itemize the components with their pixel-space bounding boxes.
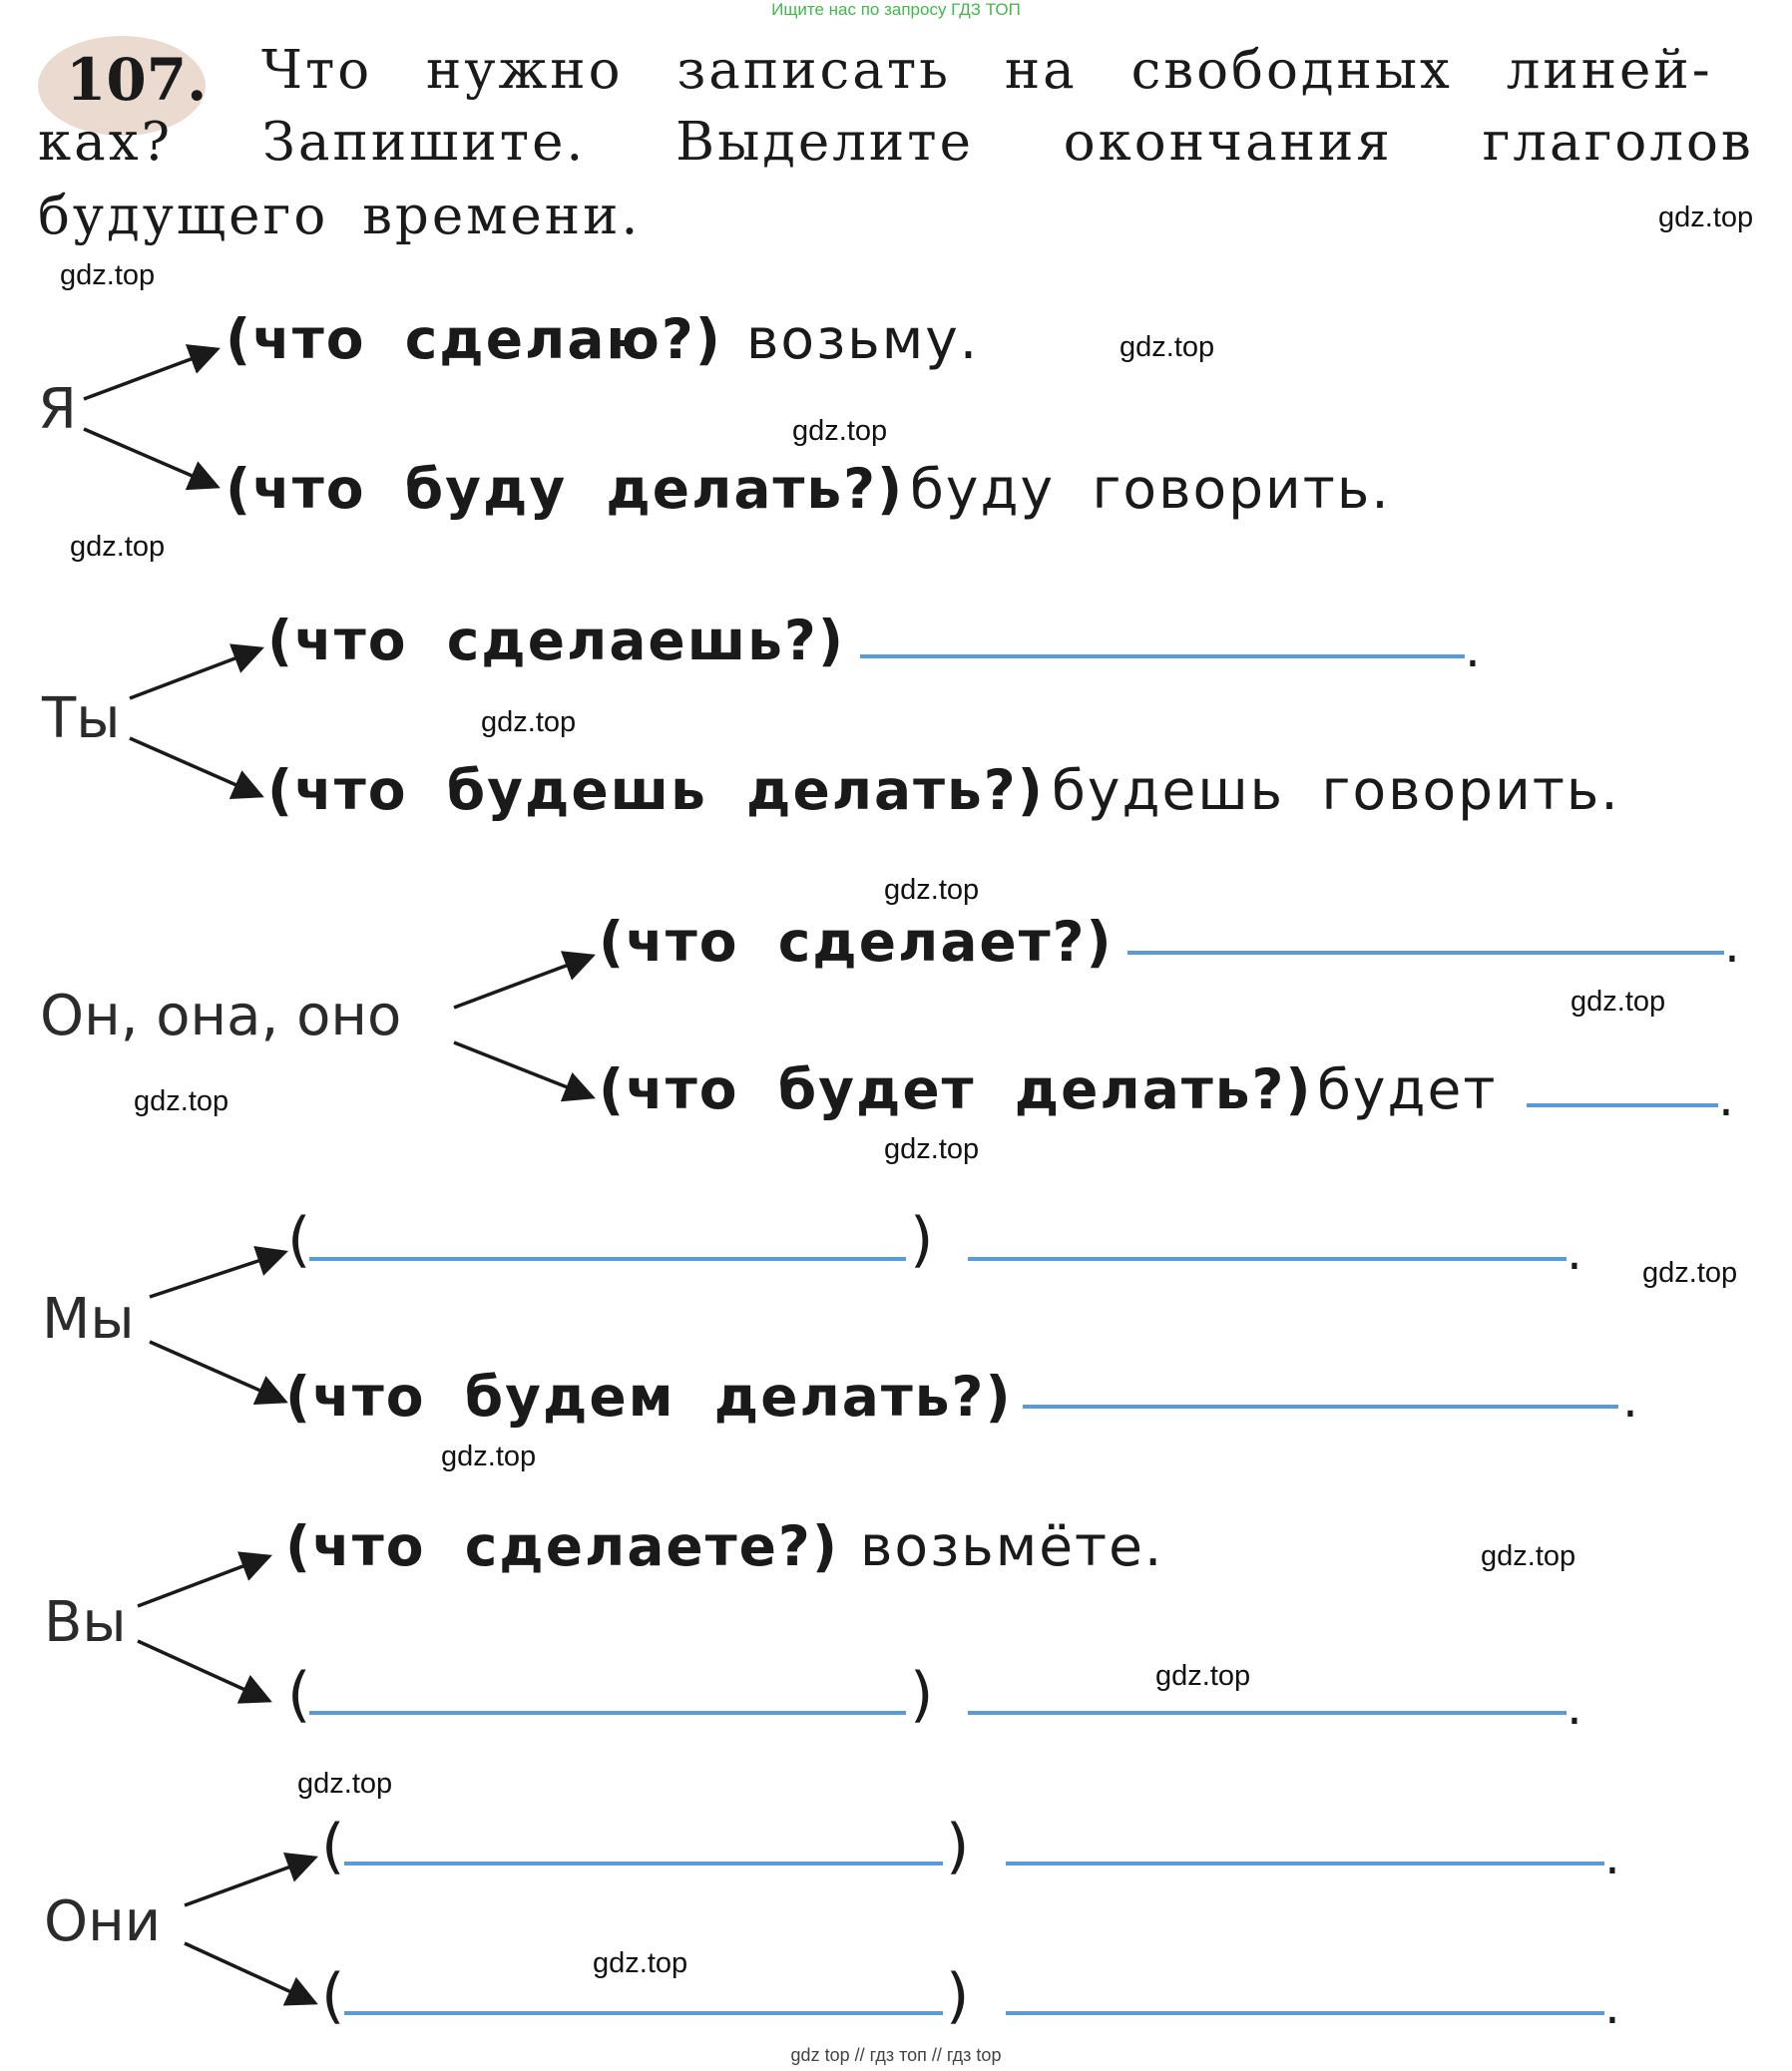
arrow (130, 738, 261, 796)
top-banner: Ищите нас по запросу ГДЗ ТОП (771, 0, 1021, 19)
open-paren: ( (321, 1812, 345, 1881)
period: . (1567, 1223, 1582, 1281)
close-paren: ) (946, 1961, 970, 2031)
question: (что будешь делать?) (267, 758, 1045, 822)
arrow (150, 1342, 285, 1402)
arrow (138, 1556, 269, 1606)
subject-vy: Вы (44, 1590, 127, 1655)
watermark: gdz.top (481, 706, 577, 738)
watermark: gdz.top (1481, 1540, 1576, 1572)
watermark: gdz.top (792, 415, 888, 447)
subject-my: Мы (42, 1287, 135, 1352)
arrow (150, 1252, 285, 1297)
period: . (1567, 1678, 1582, 1736)
open-paren: ( (321, 1961, 345, 2031)
arrow (454, 1042, 593, 1097)
open-paren: ( (287, 1205, 311, 1275)
watermark: gdz.top (1120, 331, 1215, 363)
task-text-line-2: ках? Запишите. Выделите окончания глаголов (38, 112, 1754, 173)
watermark: gdz.top (884, 1133, 980, 1165)
arrow (138, 1641, 269, 1701)
answer: возьмёте. (860, 1514, 1164, 1578)
watermark: gdz.top (134, 1085, 229, 1117)
watermark: gdz.top (70, 531, 166, 563)
period: . (1604, 1828, 1620, 1885)
close-paren: ) (910, 1205, 934, 1275)
subject-on: Он, она, оно (40, 984, 402, 1048)
period: . (1465, 621, 1481, 678)
watermark: gdz.top (297, 1768, 393, 1800)
watermark: gdz.top (1642, 1257, 1738, 1289)
answer: будет (1317, 1057, 1498, 1121)
answer: возьму. (746, 307, 980, 371)
period: . (1724, 916, 1740, 974)
question: (что сделаете?) (285, 1514, 839, 1578)
subject-ya: Я (38, 377, 77, 442)
task-text-line-3: будущего времени. (38, 186, 642, 246)
watermark: gdz.top (1155, 1660, 1251, 1692)
subject-oni: Они (44, 1889, 162, 1954)
question: (что будет делать?) (599, 1057, 1313, 1121)
watermark: gdz.top (1658, 202, 1754, 233)
watermark: gdz.top (1570, 986, 1666, 1018)
subject-ty: Ты (42, 686, 121, 751)
arrow (454, 956, 593, 1008)
watermark: gdz.top (593, 1947, 688, 1979)
close-paren: ) (946, 1812, 970, 1881)
question: (что сделает?) (599, 910, 1114, 974)
watermark: gdz.top (884, 874, 980, 906)
task-text-line-1: Что нужно записать на свободных линей- (261, 40, 1713, 101)
close-paren: ) (910, 1660, 934, 1730)
period: . (1622, 1371, 1638, 1429)
answer: будешь говорить. (1052, 758, 1620, 822)
open-paren: ( (287, 1660, 311, 1730)
arrow (185, 1943, 315, 2003)
watermark: gdz.top (441, 1441, 537, 1472)
period: . (1718, 1069, 1734, 1127)
watermark: gdz.top (60, 259, 156, 291)
question: (что будем делать?) (285, 1365, 1013, 1429)
answer: буду говорить. (910, 457, 1391, 521)
arrow (84, 349, 218, 399)
task-number: 107. (66, 46, 208, 114)
arrow (84, 429, 218, 487)
arrow (185, 1858, 315, 1905)
question: (что сделаешь?) (267, 609, 845, 672)
period: . (1604, 1977, 1620, 2035)
question: (что сделаю?) (225, 307, 722, 371)
bottom-watermark: gdz top // гдз топ // гдз top (790, 2045, 1002, 2065)
arrow (130, 648, 261, 698)
question: (что буду делать?) (225, 457, 905, 521)
